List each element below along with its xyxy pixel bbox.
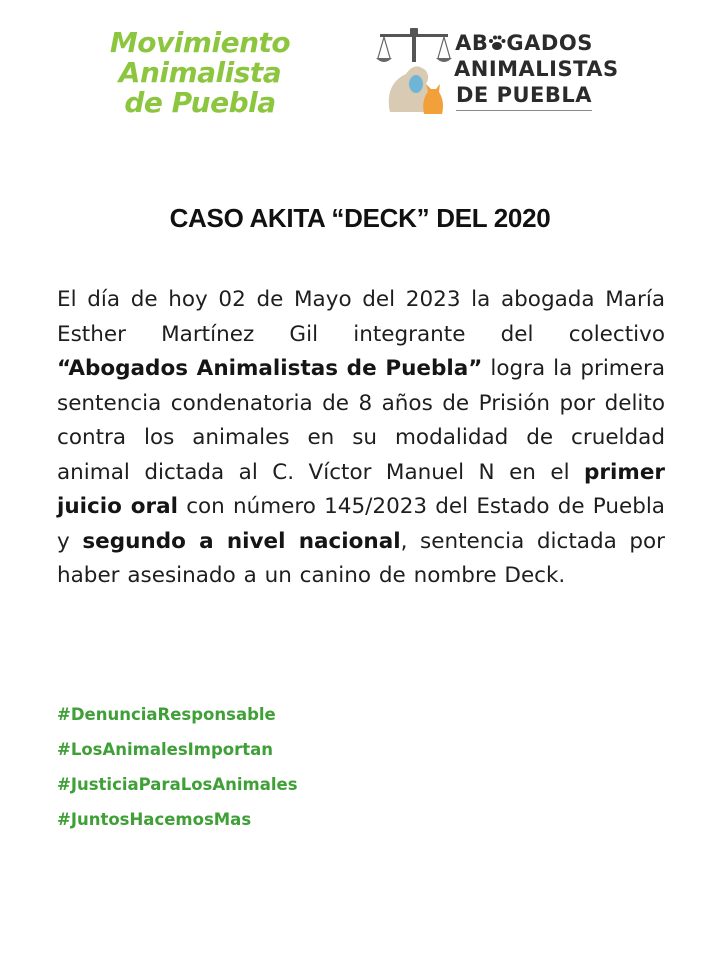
abogados-animalistas-logo [376,24,619,120]
scales-of-justice-icon [376,24,456,120]
brand-wordmark [454,30,619,108]
brand-line2: ANIMALISTAS [454,57,619,81]
hashtag-item: #JusticiaParaLosAnimales [57,775,298,794]
hashtag-item: #DenunciaResponsable [57,705,276,724]
brand-line3: DE PUEBLA [455,83,593,107]
brand-underline [456,110,592,111]
logo-left-line2: Animalista [118,56,282,89]
body-text-1: El día de hoy 02 de Mayo del 2023 la abogada María Esther Martínez Gil integrante del colectivo [57,287,665,347]
hashtag-item: #JuntosHacemosMas [57,810,252,829]
hashtag-item: #LosAnimalesImportan [57,740,274,759]
hashtag-list [57,697,298,837]
brand-line1-a: AB [455,31,489,55]
body-paragraph [57,283,665,594]
body-text-2: logra la primera sentencia condenatoria de 8 años de Prisión por delito contra los animales en su modalidad de crueldad animal dictada al C. Víctor Manuel N en el [57,356,665,485]
logo-left-line3: de Puebla [124,86,276,119]
paw-print-icon [488,32,506,50]
logo-left-line1: Movimiento [109,26,291,59]
brand-line1-b: GADOS [506,31,593,55]
body-bold-first-trial: primer juicio oral [57,459,665,519]
body-text-4: , sentencia dictada por haber asesinado a un canino de nombre Deck. [57,528,665,588]
body-text-3: con número 145/2023 del Estado de Puebla y [57,494,665,554]
body-bold-second-national: segundo a nivel nacional [82,528,401,554]
body-bold-collective: “Abogados Animalistas de Puebla” [57,356,483,381]
page-title: CASO AKITA “DECK” DEL 2020 [169,203,551,233]
movimiento-animalista-logo [100,28,300,118]
